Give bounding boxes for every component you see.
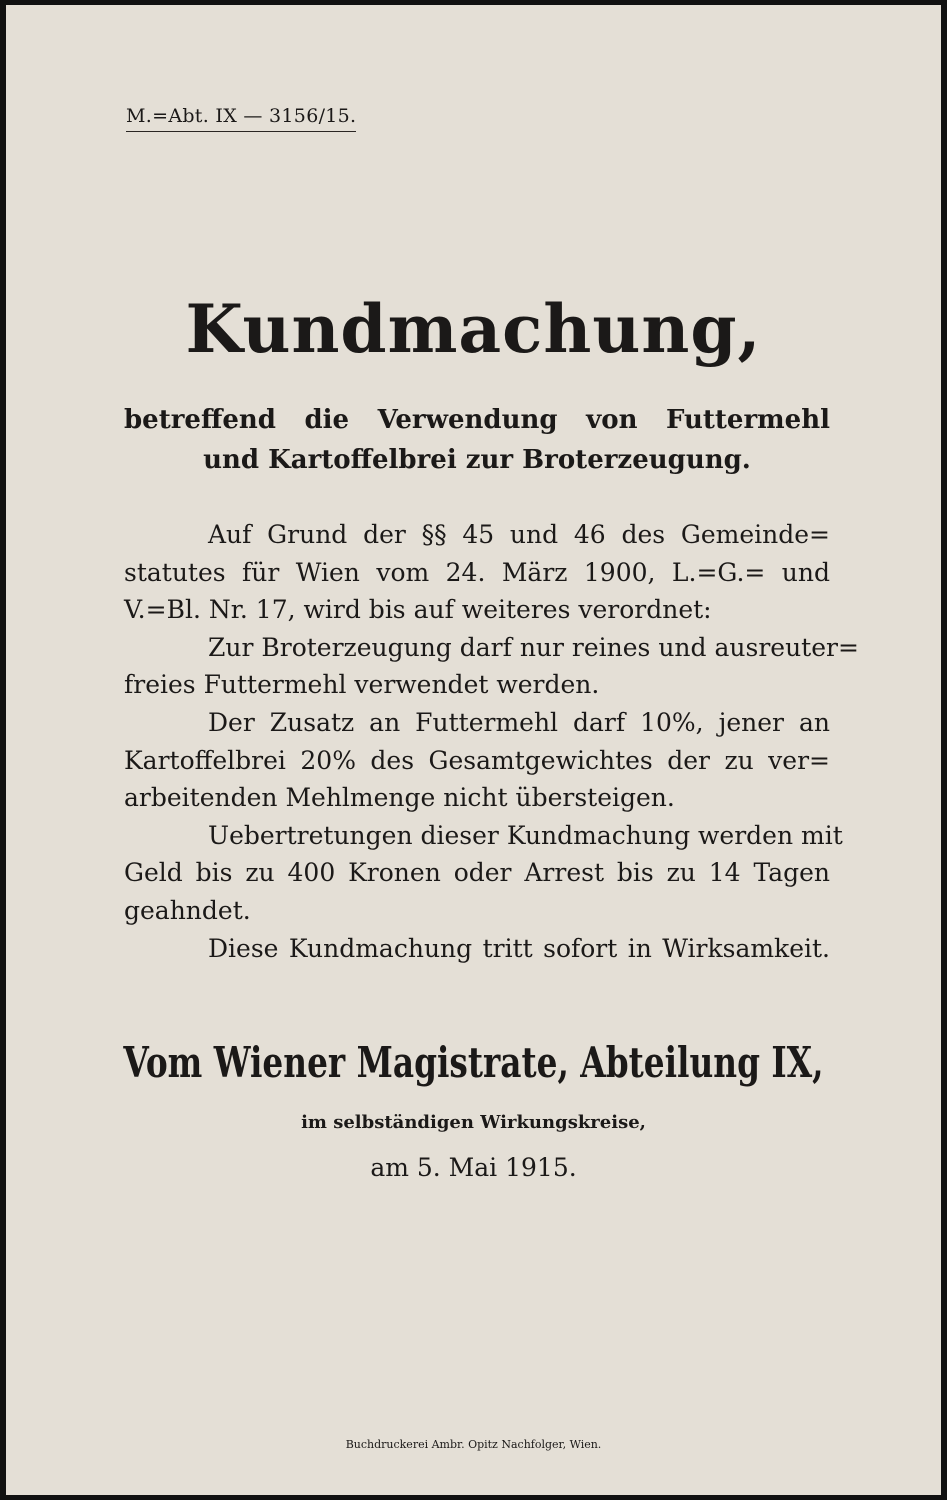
- body-line: Der Zusatz an Futtermehl darf 10%, jener an: [208, 707, 830, 737]
- document-subtitle: [124, 400, 830, 480]
- body-line: geahndet.: [124, 895, 251, 925]
- issuer-capacity: im selbständigen Wirkungskreise,: [301, 1112, 646, 1133]
- subtitle-line: betreffend die Verwendung von Futtermehl: [124, 405, 830, 435]
- issuer-signature: Vom Wiener Magistrate, Abteilung IX,: [123, 1038, 824, 1087]
- document-body: [124, 516, 859, 967]
- reference-number: M.=Abt. IX — 3156/15.: [126, 105, 356, 132]
- document-title: Kundmachung,: [185, 290, 762, 368]
- body-line: Geld bis zu 400 Kronen oder Arrest bis zu 14 Tagen: [124, 858, 830, 888]
- body-line: Uebertretungen dieser Kundmachung werden mit: [208, 820, 843, 850]
- body-line: Zur Broterzeugung darf nur reines und ausreuter=: [208, 632, 859, 662]
- subtitle-line: und Kartoffelbrei zur Broterzeugung.: [203, 445, 751, 475]
- body-line: statutes für Wien vom 24. März 1900, L.=G.= und: [124, 557, 830, 587]
- body-line: arbeitenden Mehlmenge nicht übersteigen.: [124, 783, 675, 813]
- issue-date: am 5. Mai 1915.: [370, 1153, 577, 1182]
- printer-imprint: Buchdruckerei Ambr. Opitz Nachfolger, Wien.: [345, 1438, 602, 1451]
- body-line: V.=Bl. Nr. 17, wird bis auf weiteres verordnet:: [124, 595, 712, 625]
- document-page: [6, 5, 941, 1495]
- body-line: Auf Grund der §§ 45 und 46 des Gemeinde=: [208, 520, 830, 549]
- body-line: Diese Kundmachung tritt sofort in Wirksamkeit.: [208, 933, 830, 963]
- body-line: Kartoffelbrei 20% des Gesamtgewichtes der zu ver=: [124, 745, 830, 775]
- body-line: freies Futtermehl verwendet werden.: [124, 670, 600, 700]
